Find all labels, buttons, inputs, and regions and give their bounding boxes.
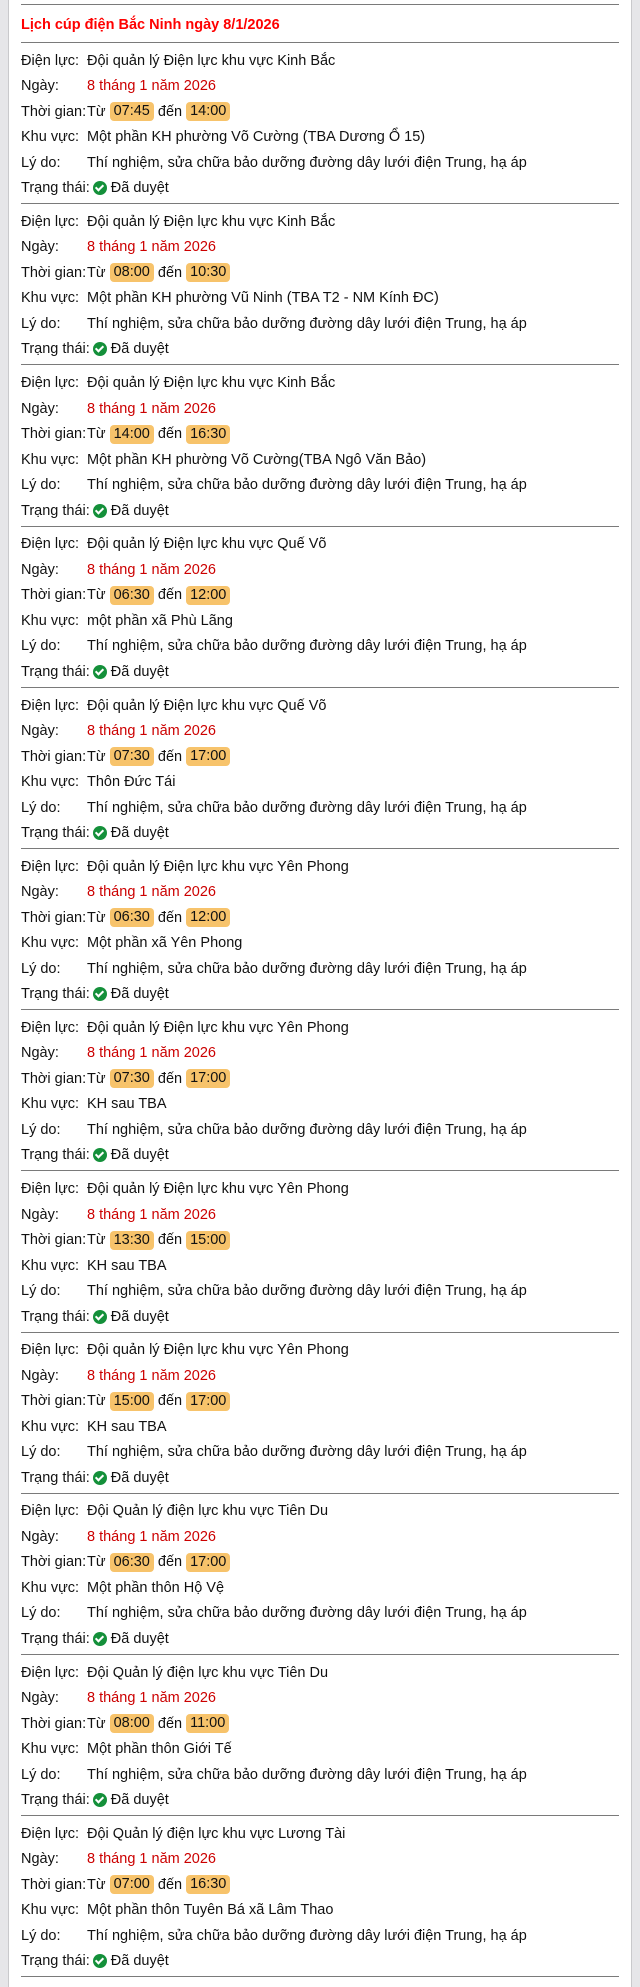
area-row — [21, 930, 619, 956]
area-label: Khu vực: — [21, 612, 80, 629]
area-label: Khu vực: — [21, 1902, 80, 1919]
date-row — [21, 1847, 619, 1873]
start-time-badge: 15:00 — [110, 1392, 154, 1411]
date-label: Ngày: — [21, 1045, 59, 1062]
end-time-badge: 12:00 — [186, 586, 230, 605]
reason-label: Lý do: — [21, 960, 61, 977]
area-row — [21, 447, 619, 473]
to-word: đến — [157, 1554, 183, 1571]
reason-row — [21, 311, 619, 337]
from-word: Từ — [87, 1715, 106, 1732]
area-value: Thôn Đức Tái — [87, 774, 176, 790]
unit-label: Điện lực: — [21, 697, 80, 714]
start-time-badge: 13:30 — [110, 1231, 154, 1250]
unit-label: Điện lực: — [21, 1664, 80, 1681]
start-time-badge: 08:00 — [110, 1714, 154, 1733]
outage-record — [21, 204, 619, 365]
status-row — [21, 1949, 619, 1975]
date-value: 8 tháng 1 năm 2026 — [87, 1367, 216, 1384]
date-label: Ngày: — [21, 1528, 59, 1545]
status-row — [21, 1143, 619, 1169]
end-time-badge: 16:30 — [186, 1875, 230, 1894]
status-label: Trạng thái: — [21, 341, 90, 358]
date-label: Ngày: — [21, 1206, 59, 1223]
area-label: Khu vực: — [21, 451, 80, 468]
unit-value: Đội quản lý Điện lực khu vực Yên Phong — [87, 858, 349, 875]
reason-value: Thí nghiệm, sửa chữa bảo dưỡng đường dây lưới điện Trung, hạ áp — [87, 638, 527, 655]
area-label: Khu vực: — [21, 1096, 80, 1113]
outage-record — [21, 43, 619, 204]
area-label: Khu vực: — [21, 1257, 80, 1274]
reason-label: Lý do: — [21, 1444, 61, 1461]
time-range — [87, 908, 234, 927]
status-label: Trạng thái: — [21, 825, 90, 841]
status-label: Trạng thái: — [21, 502, 90, 519]
time-row — [21, 583, 619, 609]
start-time-badge: 06:30 — [110, 908, 154, 927]
date-row — [21, 74, 619, 100]
reason-value: Thí nghiệm, sửa chữa bảo dưỡng đường dây lưới điện Trung, hạ áp — [87, 1927, 527, 1944]
end-time-badge: 11:00 — [186, 1714, 229, 1733]
unit-row — [21, 1821, 619, 1847]
from-word: Từ — [87, 426, 106, 443]
area-label: Khu vực: — [21, 129, 80, 146]
reason-row — [21, 1601, 619, 1627]
time-row — [21, 99, 619, 125]
to-word: đến — [157, 1232, 183, 1249]
unit-value: Đội quản lý Điện lực khu vực Kinh Bắc — [87, 52, 336, 69]
status-value: Đã duyệt — [110, 1630, 169, 1647]
unit-value: Đội Quản lý điện lực khu vực Lương Tài — [87, 1825, 346, 1842]
check-circle-icon — [93, 665, 107, 679]
unit-row — [21, 532, 619, 558]
area-row — [21, 608, 619, 634]
reason-row — [21, 472, 619, 498]
reason-row — [21, 1762, 619, 1788]
outage-record — [21, 1333, 619, 1494]
unit-row — [21, 1176, 619, 1202]
to-word: đến — [157, 587, 183, 604]
time-label: Thời gian: — [21, 587, 87, 604]
unit-row — [21, 48, 619, 74]
outage-record — [21, 1494, 619, 1655]
time-range — [87, 1714, 233, 1733]
status-row — [21, 1787, 619, 1813]
date-value: 8 tháng 1 năm 2026 — [87, 400, 216, 417]
reason-value: Thí nghiệm, sửa chữa bảo dưỡng đường dây lưới điện Trung, hạ áp — [87, 1121, 527, 1138]
time-label: Thời gian: — [21, 1393, 87, 1410]
end-time-badge: 17:00 — [186, 1553, 230, 1572]
unit-row — [21, 1015, 619, 1041]
start-time-badge: 07:45 — [110, 102, 154, 121]
to-word: đến — [157, 1876, 183, 1893]
outage-list — [21, 43, 619, 1977]
from-word: Từ — [87, 909, 106, 926]
to-word: đến — [157, 1393, 183, 1410]
unit-row — [21, 1499, 619, 1525]
status-label: Trạng thái: — [21, 1147, 90, 1164]
area-label: Khu vực: — [21, 1418, 80, 1435]
start-time-badge: 07:00 — [110, 1875, 154, 1894]
time-row — [21, 1711, 619, 1737]
status-row — [21, 337, 619, 363]
status-value: Đã duyệt — [110, 1147, 169, 1164]
unit-label: Điện lực: — [21, 1342, 80, 1359]
reason-value: Thí nghiệm, sửa chữa bảo dưỡng đường dây lưới điện Trung, hạ áp — [87, 960, 527, 977]
status-value: Đã duyệt — [110, 180, 169, 197]
time-label: Thời gian: — [21, 748, 87, 765]
status-label: Trạng thái: — [21, 180, 90, 197]
area-row — [21, 1092, 619, 1118]
start-time-badge: 07:30 — [110, 1069, 154, 1088]
check-circle-icon — [93, 1793, 107, 1807]
unit-value: Đội quản lý Điện lực khu vực Kinh Bắc — [87, 213, 336, 230]
from-word: Từ — [87, 587, 106, 604]
time-range — [87, 1392, 234, 1411]
status-label: Trạng thái: — [21, 1953, 90, 1970]
check-circle-icon — [93, 826, 107, 840]
reason-row — [21, 1440, 619, 1466]
date-value: 8 tháng 1 năm 2026 — [87, 723, 216, 739]
date-row — [21, 1524, 619, 1550]
date-value: 8 tháng 1 năm 2026 — [87, 1528, 216, 1545]
area-row — [21, 1414, 619, 1440]
reason-row — [21, 795, 619, 821]
status-value: Đã duyệt — [110, 825, 169, 841]
time-range — [87, 1231, 234, 1250]
status-row — [21, 820, 619, 846]
time-range — [87, 102, 234, 121]
reason-value: Thí nghiệm, sửa chữa bảo dưỡng đường dây lưới điện Trung, hạ áp — [87, 1605, 527, 1622]
from-word: Từ — [87, 1554, 106, 1571]
status-value: Đã duyệt — [110, 1308, 169, 1325]
reason-row — [21, 150, 619, 176]
area-value: Một phần KH phường Võ Cường(TBA Ngô Văn Bảo) — [87, 451, 427, 468]
reason-value: Thí nghiệm, sửa chữa bảo dưỡng đường dây lưới điện Trung, hạ áp — [87, 154, 527, 171]
status-value: Đã duyệt — [110, 663, 169, 680]
from-word: Từ — [87, 264, 106, 281]
unit-value: Đội quản lý Điện lực khu vực Kinh Bắc — [87, 375, 336, 392]
time-label: Thời gian: — [21, 909, 87, 926]
area-value: KH sau TBA — [87, 1257, 167, 1274]
outage-record — [21, 1816, 619, 1977]
status-row — [21, 1626, 619, 1652]
date-value: 8 tháng 1 năm 2026 — [87, 1851, 216, 1868]
date-label: Ngày: — [21, 884, 59, 901]
time-range — [87, 425, 234, 444]
unit-label: Điện lực: — [21, 375, 80, 392]
time-row — [21, 1227, 619, 1253]
check-circle-icon — [93, 1632, 107, 1646]
time-label: Thời gian: — [21, 1715, 87, 1732]
area-row — [21, 1898, 619, 1924]
page-title: Lịch cúp điện Bắc Ninh ngày 8/1/2026 — [21, 17, 280, 33]
outage-record — [21, 849, 619, 1010]
to-word: đến — [157, 909, 183, 926]
reason-label: Lý do: — [21, 1927, 61, 1944]
date-label: Ngày: — [21, 1851, 59, 1868]
unit-value: Đội quản lý Điện lực khu vực Yên Phong — [87, 1342, 349, 1359]
reason-label: Lý do: — [21, 1766, 61, 1783]
reason-label: Lý do: — [21, 477, 61, 494]
unit-row — [21, 854, 619, 880]
unit-label: Điện lực: — [21, 52, 80, 69]
unit-label: Điện lực: — [21, 1019, 80, 1036]
time-row — [21, 1066, 619, 1092]
date-value: 8 tháng 1 năm 2026 — [87, 1206, 216, 1223]
time-label: Thời gian: — [21, 1554, 87, 1571]
date-row — [21, 557, 619, 583]
reason-label: Lý do: — [21, 799, 61, 816]
area-value: KH sau TBA — [87, 1418, 167, 1435]
area-row — [21, 286, 619, 312]
unit-row — [21, 693, 619, 719]
unit-value: Đội Quản lý điện lực khu vực Tiên Du — [87, 1503, 329, 1520]
date-row — [21, 396, 619, 422]
to-word: đến — [157, 1070, 183, 1087]
from-word: Từ — [87, 1393, 106, 1410]
status-label: Trạng thái: — [21, 1630, 90, 1647]
area-row — [21, 1575, 619, 1601]
reason-row — [21, 1923, 619, 1949]
date-label: Ngày: — [21, 723, 59, 739]
time-label: Thời gian: — [21, 1232, 87, 1249]
area-row — [21, 125, 619, 151]
from-word: Từ — [87, 748, 106, 765]
start-time-badge: 06:30 — [110, 1553, 154, 1572]
unit-row — [21, 209, 619, 235]
unit-label: Điện lực: — [21, 1503, 80, 1520]
time-label: Thời gian: — [21, 103, 87, 120]
end-time-badge: 17:00 — [186, 1392, 230, 1411]
area-value: KH sau TBA — [87, 1096, 167, 1113]
unit-value: Đội quản lý Điện lực khu vực Quế Võ — [87, 536, 327, 553]
reason-value: Thí nghiệm, sửa chữa bảo dưỡng đường dây lưới điện Trung, hạ áp — [87, 315, 527, 332]
from-word: Từ — [87, 1070, 106, 1087]
reason-value: Thí nghiệm, sửa chữa bảo dưỡng đường dây lưới điện Trung, hạ áp — [87, 799, 527, 816]
unit-value: Đội quản lý Điện lực khu vực Yên Phong — [87, 1181, 349, 1198]
area-value: Một phần thôn Hộ Vệ — [87, 1579, 225, 1596]
time-range — [87, 1875, 234, 1894]
area-label: Khu vực: — [21, 935, 80, 952]
start-time-badge: 06:30 — [110, 586, 154, 605]
area-label: Khu vực: — [21, 1741, 80, 1758]
check-circle-icon — [93, 504, 107, 518]
unit-value: Đội Quản lý điện lực khu vực Tiên Du — [87, 1664, 329, 1681]
check-circle-icon — [93, 1954, 107, 1968]
start-time-badge: 14:00 — [110, 425, 154, 444]
status-value: Đã duyệt — [110, 1469, 169, 1486]
unit-row — [21, 370, 619, 396]
area-label: Khu vực: — [21, 774, 80, 790]
status-label: Trạng thái: — [21, 1469, 90, 1486]
time-range — [87, 1069, 234, 1088]
time-row — [21, 1872, 619, 1898]
date-row — [21, 1685, 619, 1711]
time-range — [87, 586, 234, 605]
status-value: Đã duyệt — [110, 341, 169, 358]
end-time-badge: 17:00 — [186, 1069, 230, 1088]
area-label: Khu vực: — [21, 1579, 80, 1596]
area-value: một phần xã Phù Lãng — [87, 612, 233, 629]
unit-label: Điện lực: — [21, 858, 80, 875]
status-label: Trạng thái: — [21, 1792, 90, 1809]
status-row — [21, 498, 619, 524]
page-container — [8, 0, 632, 1987]
time-range — [87, 747, 234, 766]
unit-value: Đội quản lý Điện lực khu vực Quế Võ — [87, 697, 327, 714]
end-time-badge: 16:30 — [186, 425, 230, 444]
area-row — [21, 1253, 619, 1279]
check-circle-icon — [93, 987, 107, 1001]
to-word: đến — [157, 748, 183, 765]
reason-label: Lý do: — [21, 154, 61, 171]
date-value: 8 tháng 1 năm 2026 — [87, 561, 216, 578]
reason-value: Thí nghiệm, sửa chữa bảo dưỡng đường dây lưới điện Trung, hạ áp — [87, 1283, 527, 1300]
check-circle-icon — [93, 181, 107, 195]
date-row — [21, 1363, 619, 1389]
area-value: Một phần xã Yên Phong — [87, 935, 243, 952]
unit-row — [21, 1660, 619, 1686]
from-word: Từ — [87, 1876, 106, 1893]
area-value: Một phần KH phường Võ Cường (TBA Dương Ổ 15) — [87, 129, 426, 146]
date-label: Ngày: — [21, 239, 59, 256]
date-label: Ngày: — [21, 78, 59, 95]
date-label: Ngày: — [21, 1690, 59, 1707]
from-word: Từ — [87, 1232, 106, 1249]
outage-record — [21, 1655, 619, 1816]
unit-label: Điện lực: — [21, 1181, 80, 1198]
date-row — [21, 1041, 619, 1067]
unit-label: Điện lực: — [21, 1825, 80, 1842]
time-row — [21, 1389, 619, 1415]
date-label: Ngày: — [21, 400, 59, 417]
date-value: 8 tháng 1 năm 2026 — [87, 884, 216, 901]
time-row — [21, 260, 619, 286]
unit-value: Đội quản lý Điện lực khu vực Yên Phong — [87, 1019, 349, 1036]
to-word: đến — [157, 103, 183, 120]
time-label: Thời gian: — [21, 264, 87, 281]
time-row — [21, 1550, 619, 1576]
area-row — [21, 1736, 619, 1762]
end-time-badge: 17:00 — [186, 747, 230, 766]
time-label: Thời gian: — [21, 1070, 87, 1087]
status-label: Trạng thái: — [21, 663, 90, 680]
time-range — [87, 1553, 234, 1572]
unit-label: Điện lực: — [21, 213, 80, 230]
status-label: Trạng thái: — [21, 1308, 90, 1325]
date-row — [21, 879, 619, 905]
date-row — [21, 235, 619, 261]
reason-row — [21, 634, 619, 660]
area-value: Một phần thôn Tuyên Bá xã Lâm Thao — [87, 1902, 334, 1919]
reason-label: Lý do: — [21, 638, 61, 655]
area-label: Khu vực: — [21, 290, 80, 307]
status-value: Đã duyệt — [110, 502, 169, 519]
reason-label: Lý do: — [21, 1121, 61, 1138]
date-value: 8 tháng 1 năm 2026 — [87, 78, 216, 95]
reason-row — [21, 956, 619, 982]
area-row — [21, 769, 619, 795]
status-row — [21, 176, 619, 202]
reason-value: Thí nghiệm, sửa chữa bảo dưỡng đường dây lưới điện Trung, hạ áp — [87, 477, 527, 494]
date-value: 8 tháng 1 năm 2026 — [87, 1045, 216, 1062]
date-label: Ngày: — [21, 561, 59, 578]
outage-record — [21, 1171, 619, 1332]
date-value: 8 tháng 1 năm 2026 — [87, 239, 216, 256]
reason-label: Lý do: — [21, 1605, 61, 1622]
date-row — [21, 718, 619, 744]
unit-label: Điện lực: — [21, 536, 80, 553]
outage-record — [21, 527, 619, 688]
end-time-badge: 12:00 — [186, 908, 230, 927]
status-row — [21, 1465, 619, 1491]
end-time-badge: 10:30 — [186, 263, 230, 282]
time-label: Thời gian: — [21, 426, 87, 443]
check-circle-icon — [93, 1148, 107, 1162]
status-value: Đã duyệt — [110, 986, 169, 1003]
time-label: Thời gian: — [21, 1876, 87, 1893]
end-time-badge: 15:00 — [186, 1231, 230, 1250]
area-value: Một phần thôn Giới Tế — [87, 1741, 232, 1758]
status-row — [21, 1304, 619, 1330]
outage-record — [21, 1010, 619, 1171]
date-label: Ngày: — [21, 1367, 59, 1384]
area-value: Một phần KH phường Vũ Ninh (TBA T2 - NM Kính ĐC) — [87, 290, 439, 307]
check-circle-icon — [93, 1310, 107, 1324]
status-row — [21, 659, 619, 685]
to-word: đến — [157, 1715, 183, 1732]
time-row — [21, 421, 619, 447]
check-circle-icon — [93, 1471, 107, 1485]
time-range — [87, 263, 234, 282]
to-word: đến — [157, 426, 183, 443]
unit-row — [21, 1338, 619, 1364]
start-time-badge: 08:00 — [110, 263, 154, 282]
check-circle-icon — [93, 342, 107, 356]
reason-label: Lý do: — [21, 315, 61, 332]
reason-row — [21, 1278, 619, 1304]
reason-label: Lý do: — [21, 1283, 61, 1300]
outage-record — [21, 365, 619, 526]
start-time-badge: 07:30 — [110, 747, 154, 766]
status-value: Đã duyệt — [110, 1792, 169, 1809]
time-row — [21, 744, 619, 770]
top-divider — [21, 4, 619, 5]
from-word: Từ — [87, 103, 106, 120]
to-word: đến — [157, 264, 183, 281]
date-value: 8 tháng 1 năm 2026 — [87, 1690, 216, 1707]
time-row — [21, 905, 619, 931]
outage-record — [21, 688, 619, 849]
reason-value: Thí nghiệm, sửa chữa bảo dưỡng đường dây lưới điện Trung, hạ áp — [87, 1766, 527, 1783]
status-label: Trạng thái: — [21, 986, 90, 1003]
reason-value: Thí nghiệm, sửa chữa bảo dưỡng đường dây lưới điện Trung, hạ áp — [87, 1444, 527, 1461]
status-value: Đã duyệt — [110, 1953, 169, 1970]
end-time-badge: 14:00 — [186, 102, 230, 121]
reason-row — [21, 1117, 619, 1143]
date-row — [21, 1202, 619, 1228]
status-row — [21, 981, 619, 1007]
